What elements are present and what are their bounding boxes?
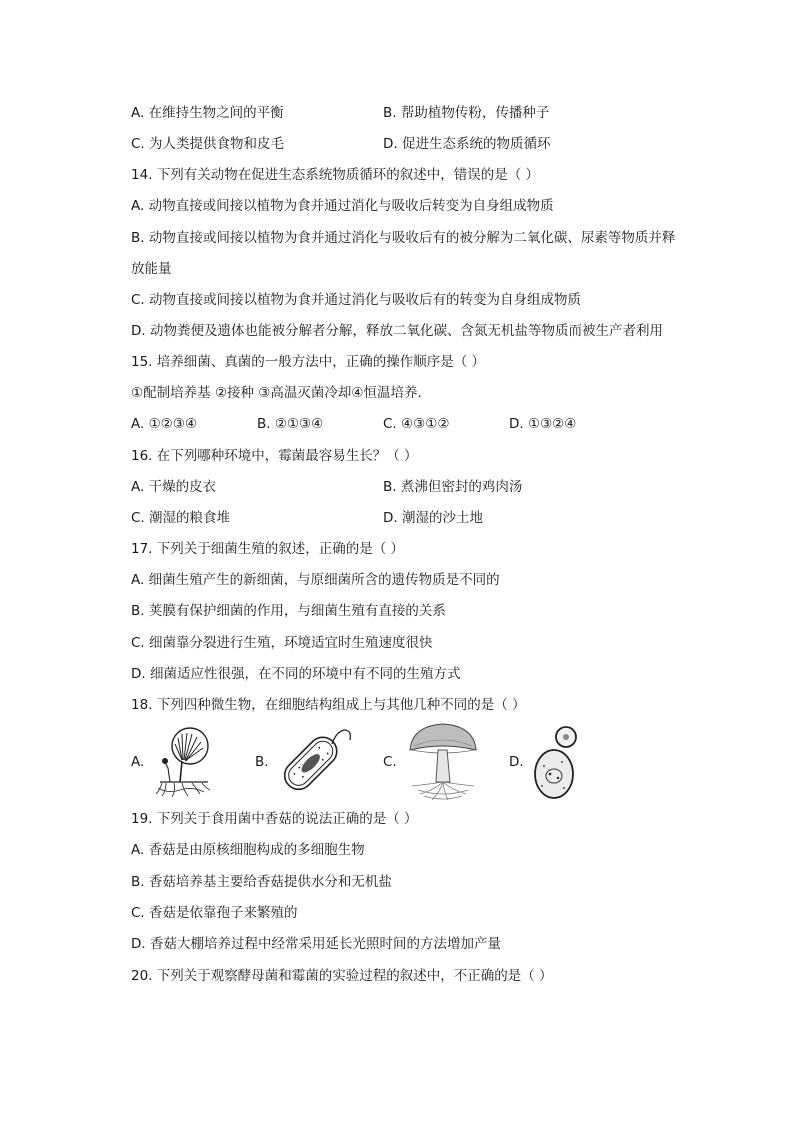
q15-option-c[interactable]: C. ④③①② xyxy=(383,416,450,432)
q20-stem: 20. 下列关于观察酵母菌和霉菌的实验过程的叙述中，不正确的是（ ） xyxy=(131,968,553,984)
q19-stem: 19. 下列关于食用菌中香菇的说法正确的是（ ） xyxy=(131,811,418,827)
q18-label-c[interactable]: C. xyxy=(383,754,397,770)
bacterium-figure-icon xyxy=(272,724,354,800)
mold-figure-icon xyxy=(152,724,214,800)
q17-option-b[interactable]: B. 荚膜有保护细菌的作用，与细菌生殖有直接的关系 xyxy=(131,603,446,619)
q14-option-b[interactable]: B. 动物直接或间接以植物为食并通过消化与吸收后有的被分解为二氧化碳、尿素等物质并释 xyxy=(131,230,676,246)
yeast-figure-icon xyxy=(528,722,588,802)
q16-option-d[interactable]: D. 潮湿的沙土地 xyxy=(383,510,483,526)
q17-stem: 17. 下列关于细菌生殖的叙述，正确的是（ ） xyxy=(131,541,405,557)
q15-option-a[interactable]: A. ①②③④ xyxy=(131,416,197,432)
q15-option-b[interactable]: B. ②①③④ xyxy=(257,416,324,432)
q15-option-d[interactable]: D. ①③②④ xyxy=(509,416,577,432)
q16-option-a[interactable]: A. 干燥的皮衣 xyxy=(131,479,217,495)
q15-stem: 15. 培养细菌、真菌的一般方法中，正确的操作顺序是（ ） xyxy=(131,354,486,370)
q19-option-d[interactable]: D. 香菇大棚培养过程中经常采用延长光照时间的方法增加产量 xyxy=(131,936,501,952)
q16-option-c[interactable]: C. 潮湿的粮食堆 xyxy=(131,510,231,526)
q19-option-b[interactable]: B. 香菇培养基主要给香菇提供水分和无机盐 xyxy=(131,874,392,890)
mushroom-figure-icon xyxy=(404,720,482,802)
q19-option-a[interactable]: A. 香菇是由原核细胞构成的多细胞生物 xyxy=(131,842,365,858)
q14-option-d[interactable]: D. 动物粪便及遗体也能被分解者分解，释放二氧化碳、含氮无机盐等物质而被生产者利用 xyxy=(131,323,663,339)
q14-stem: 14. 下列有关动物在促进生态系统物质循环的叙述中，错误的是（ ） xyxy=(131,167,540,183)
q16-option-b[interactable]: B. 煮沸但密封的鸡肉汤 xyxy=(383,479,523,495)
q14-option-a[interactable]: A. 动物直接或间接以植物为食并通过消化与吸收后转变为自身组成物质 xyxy=(131,198,554,214)
q15-steps: ①配制培养基 ②接种 ③高温灭菌冷却④恒温培养． xyxy=(131,385,431,401)
q13-option-a[interactable]: A. 在维持生物之间的平衡 xyxy=(131,105,284,121)
q18-stem: 18. 下列四种微生物，在细胞结构组成上与其他几种不同的是（ ） xyxy=(131,697,526,713)
q16-stem: 16. 在下列哪种环境中，霉菌最容易生长？（ ） xyxy=(131,448,418,464)
q13-option-b[interactable]: B. 帮助植物传粉，传播种子 xyxy=(383,105,550,121)
q18-label-a[interactable]: A. xyxy=(131,754,145,770)
q17-option-c[interactable]: C. 细菌靠分裂进行生殖，环境适宜时生殖速度很快 xyxy=(131,635,433,651)
q19-option-c[interactable]: C. 香菇是依靠孢子来繁殖的 xyxy=(131,905,298,921)
q17-option-d[interactable]: D. 细菌适应性很强，在不同的环境中有不同的生殖方式 xyxy=(131,666,461,682)
q18-label-d[interactable]: D. xyxy=(509,754,524,770)
q14-option-b-cont[interactable]: 放能量 xyxy=(131,261,172,277)
q13-option-d[interactable]: D. 促进生态系统的物质循环 xyxy=(383,136,551,152)
q17-option-a[interactable]: A. 细菌生殖产生的新细菌，与原细菌所含的遗传物质是不同的 xyxy=(131,572,500,588)
q18-label-b[interactable]: B. xyxy=(255,754,269,770)
q14-option-c[interactable]: C. 动物直接或间接以植物为食并通过消化与吸收后有的转变为自身组成物质 xyxy=(131,292,582,308)
q13-option-c[interactable]: C. 为人类提供食物和皮毛 xyxy=(131,136,285,152)
